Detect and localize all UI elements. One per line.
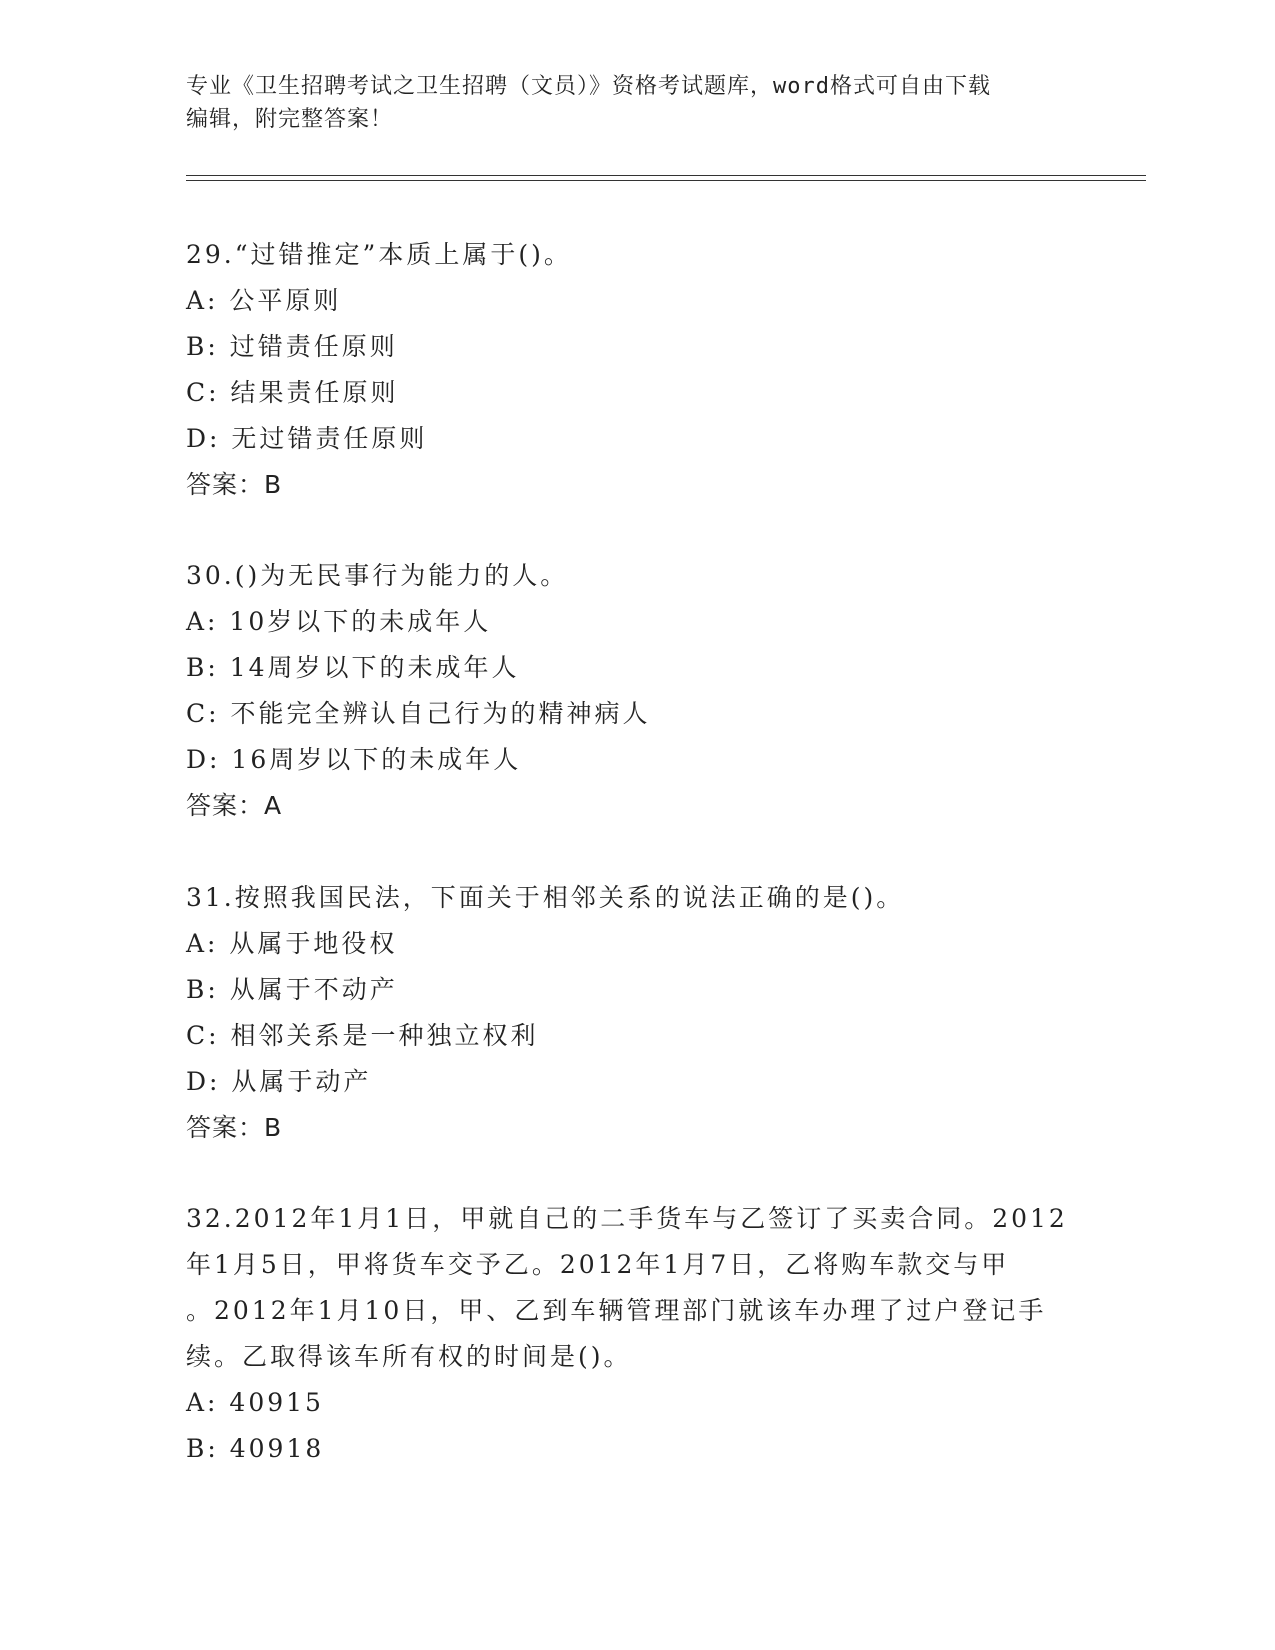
- question-stem-line-3: 。2012年1月10日，甲、乙到车辆管理部门就该车办理了过户登记手: [186, 1296, 1047, 1325]
- header-line-1: 专业《卫生招聘考试之卫生招聘（文员）》资格考试题库，word格式可自由下载: [186, 74, 991, 99]
- answer-label: 答案：B: [186, 470, 283, 499]
- option-a: A: 公平原则: [186, 286, 342, 315]
- option-b: B: 从属于不动产: [186, 975, 398, 1004]
- question-stem: 30.()为无民事行为能力的人。: [186, 561, 569, 590]
- option-d: D: 从属于动产: [186, 1067, 372, 1096]
- document-header: [186, 70, 1086, 136]
- answer-label: 答案：B: [186, 1113, 283, 1142]
- question-stem-line-1: 32.2012年1月1日，甲就自己的二手货车与乙签订了买卖合同。2012: [186, 1204, 1068, 1233]
- question-stem: 31.按照我国民法，下面关于相邻关系的说法正确的是()。: [186, 883, 905, 912]
- header-divider-bottom: [186, 180, 1146, 181]
- question-30: [186, 553, 1086, 829]
- header-divider-top: [186, 175, 1146, 176]
- question-stem-line-2: 年1月5日，甲将货车交予乙。2012年1月7日，乙将购车款交与甲: [186, 1250, 1010, 1279]
- header-line-2: 编辑，附完整答案！: [186, 107, 394, 132]
- answer-label: 答案：A: [186, 791, 283, 820]
- option-b: B: 14周岁以下的未成年人: [186, 653, 520, 682]
- option-b: B: 过错责任原则: [186, 332, 398, 361]
- option-c: C: 相邻关系是一种独立权利: [186, 1021, 539, 1050]
- option-c: C: 不能完全辨认自己行为的精神病人: [186, 699, 651, 728]
- question-31: [186, 875, 1086, 1151]
- option-a: A: 从属于地役权: [186, 929, 398, 958]
- option-d: D: 16周岁以下的未成年人: [186, 745, 522, 774]
- option-c: C: 结果责任原则: [186, 378, 399, 407]
- question-29: [186, 232, 1086, 508]
- option-a: A: 40915: [186, 1388, 324, 1417]
- question-32: [186, 1196, 1086, 1472]
- option-a: A: 10岁以下的未成年人: [186, 607, 492, 636]
- question-stem: 29.“过错推定”本质上属于()。: [186, 240, 572, 269]
- option-b: B: 40918: [186, 1434, 325, 1463]
- question-stem-line-4: 续。乙取得该车所有权的时间是()。: [186, 1342, 632, 1371]
- option-d: D: 无过错责任原则: [186, 424, 428, 453]
